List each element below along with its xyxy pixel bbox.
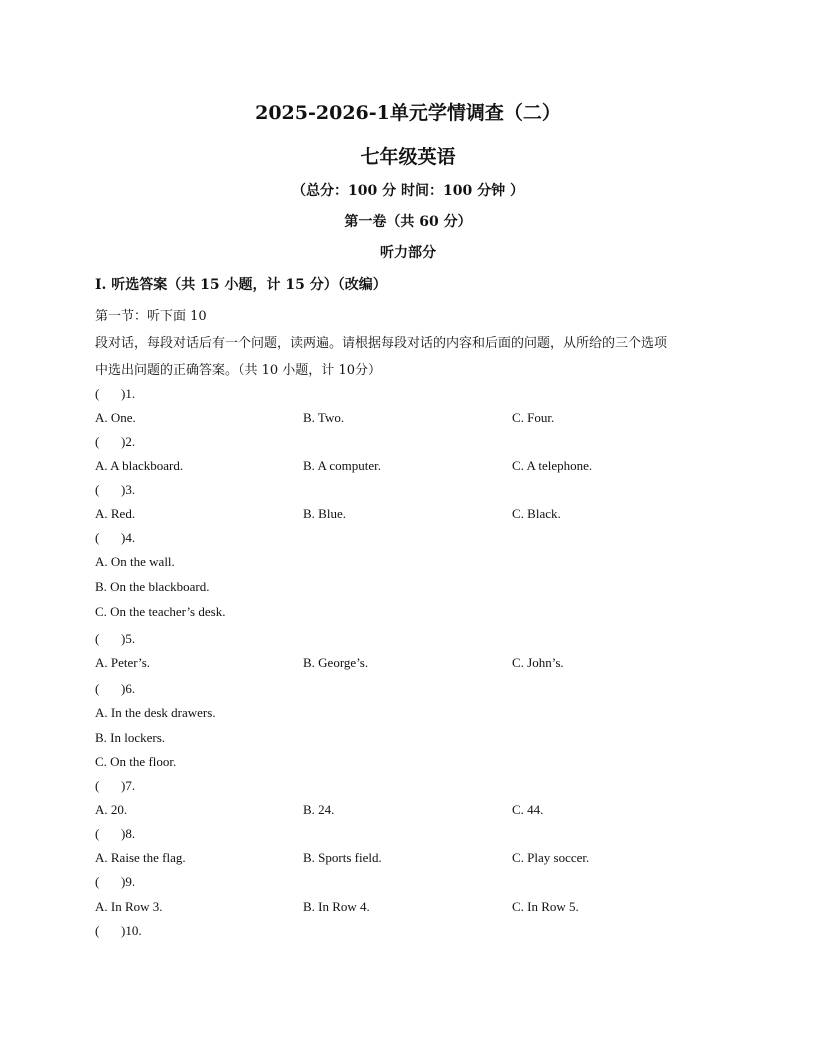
exam-subject: 七年级英语 bbox=[360, 146, 456, 168]
question-number: ( )2. bbox=[95, 434, 136, 449]
question-number: ( )6. bbox=[95, 681, 136, 696]
question-number: ( )7. bbox=[95, 778, 136, 793]
option-b: B. Sports field. bbox=[303, 850, 382, 865]
option-a: A. On the wall. bbox=[95, 554, 175, 569]
option-c: C. In Row 5. bbox=[512, 899, 579, 914]
option-a: A. Peter’s. bbox=[95, 655, 151, 670]
exam-title: 2025-2026-1单元学情调查（二） bbox=[255, 102, 561, 124]
option-b: B. Two. bbox=[303, 410, 345, 425]
section-heading: Ⅰ. 听选答案（共 15 小题，计 15 分）（改编） bbox=[95, 277, 387, 293]
option-c: C. A telephone. bbox=[512, 458, 593, 473]
section-intro-1: 第一节：听下面 10 bbox=[95, 309, 207, 324]
question-number: ( )4. bbox=[95, 530, 136, 545]
option-a: A. In Row 3. bbox=[95, 899, 163, 914]
exam-meta: （总分：100 分 时间：100 分钟 ） bbox=[292, 183, 524, 199]
question-number: ( )3. bbox=[95, 482, 136, 497]
option-c: C. Play soccer. bbox=[512, 850, 590, 865]
option-b: B. On the blackboard. bbox=[95, 579, 210, 594]
option-b: B. 24. bbox=[303, 802, 335, 817]
question-number: ( )5. bbox=[95, 631, 136, 646]
option-a: A. Raise the flag. bbox=[95, 850, 186, 865]
option-c: C. On the teacher’s desk. bbox=[95, 604, 226, 619]
section-intro-3: 中选出问题的正确答案。（共 10 小题，计 10分） bbox=[95, 363, 381, 378]
option-b: B. In Row 4. bbox=[303, 899, 370, 914]
option-b: B. George’s. bbox=[303, 655, 369, 670]
question-number: ( )1. bbox=[95, 386, 136, 401]
option-c: C. Black. bbox=[512, 506, 561, 521]
option-a: A. Red. bbox=[95, 506, 136, 521]
option-a: A. In the desk drawers. bbox=[95, 705, 216, 720]
option-a: A. A blackboard. bbox=[95, 458, 184, 473]
option-c: C. John’s. bbox=[512, 655, 564, 670]
option-b: B. Blue. bbox=[303, 506, 346, 521]
option-c: C. 44. bbox=[512, 802, 544, 817]
option-c: C. On the floor. bbox=[95, 754, 177, 769]
part-label: 听力部分 bbox=[380, 245, 436, 261]
option-b: B. A computer. bbox=[303, 458, 381, 473]
question-number: ( )9. bbox=[95, 874, 136, 889]
volume-label: 第一卷（共 60 分） bbox=[344, 214, 472, 230]
option-a: A. 20. bbox=[95, 802, 128, 817]
option-c: C. Four. bbox=[512, 410, 555, 425]
option-a: A. One. bbox=[95, 410, 136, 425]
section-intro-2: 段对话，每段对话后有一个问题，读两遍。请根据每段对话的内容和后面的问题，从所给的三个选项 bbox=[95, 336, 668, 351]
option-b: B. In lockers. bbox=[95, 730, 166, 745]
question-number: ( )8. bbox=[95, 826, 136, 841]
question-number: ( )10. bbox=[95, 923, 142, 938]
